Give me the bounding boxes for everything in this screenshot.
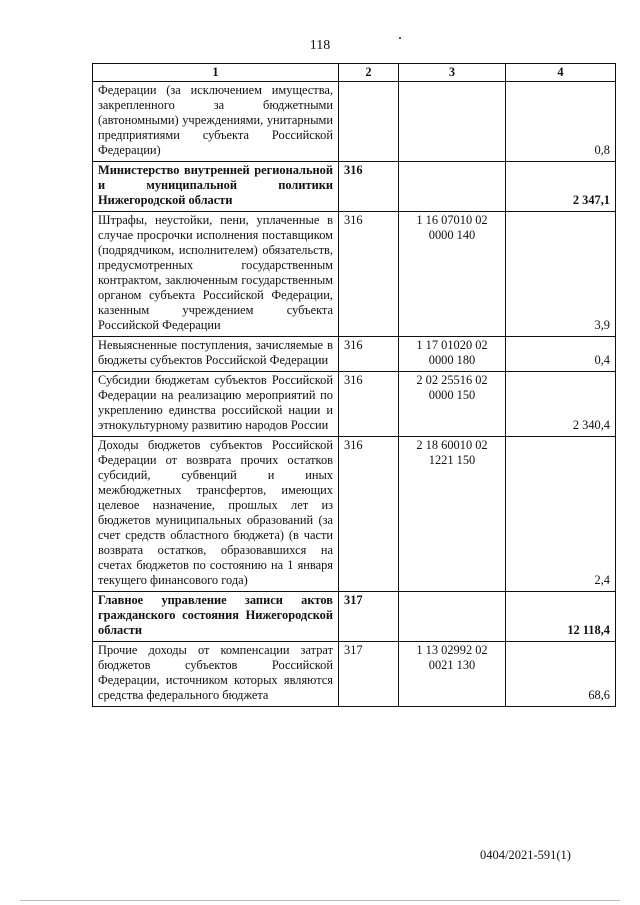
amount-cell: 68,6 [506, 642, 616, 707]
document-reference: 0404/2021-591(1) [480, 848, 571, 862]
code-cell: 316 [339, 212, 399, 337]
amount-cell: 0,4 [506, 337, 616, 372]
classification-code-cell [399, 592, 506, 642]
classification-code-cell [399, 162, 506, 212]
code-cell [339, 82, 399, 162]
code-cell: 317 [339, 642, 399, 707]
classification-code-cell: 1 17 01020 02 0000 180 [399, 337, 506, 372]
classification-code-cell: 1 13 02992 02 0021 130 [399, 642, 506, 707]
table-row [93, 642, 616, 707]
table-row [93, 437, 616, 592]
classification-code-cell: 2 02 25516 02 0000 150 [399, 372, 506, 437]
classification-code-cell: 2 18 60010 02 1221 150 [399, 437, 506, 592]
page-number: 118 [309, 38, 331, 53]
column-header: 2 [339, 64, 399, 82]
description-cell: Министерство внутренней региональной и муниципальной политики Нижегородской области [93, 162, 339, 212]
description-cell: Федерации (за исключением имущества, закрепленного за бюджетными (автономными) учреждениями, унитарными предприятиями субъекта Российской Федерации) [93, 82, 339, 162]
description-cell: Субсидии бюджетам субъектов Российской Федерации на реализацию мероприятий по укреплению единства российской нации и этнокультурному развитию народов России [93, 372, 339, 437]
table-row [93, 337, 616, 372]
description-cell: Доходы бюджетов субъектов Российской Федерации от возврата прочих остатков субсидий, субвенций и иных межбюджетных трансфертов, имеющих целевое назначение, прошлых лет из бюджетов муниципальных образований (за счет средств областного бюджета) (в части возврата остатков, образовавшихся на счетах бюджетов по состоянию на 1 января текущего финансового года) [93, 437, 339, 592]
column-header: 4 [506, 64, 616, 82]
amount-cell: 2 340,4 [506, 372, 616, 437]
amount-cell: 2 347,1 [506, 162, 616, 212]
description-cell: Главное управление записи актов гражданского состояния Нижегородской области [93, 592, 339, 642]
description-cell: Прочие доходы от компенсации затрат бюджетов субъектов Российской Федерации, источником которых являются средства федерального бюджета [93, 642, 339, 707]
revenue-table [92, 63, 616, 707]
table-header-row [93, 64, 616, 82]
code-cell: 316 [339, 337, 399, 372]
amount-cell: 2,4 [506, 437, 616, 592]
classification-code-cell [399, 82, 506, 162]
code-cell: 316 [339, 437, 399, 592]
column-header: 3 [399, 64, 506, 82]
scan-edge-line [20, 900, 620, 901]
table-row [93, 372, 616, 437]
classification-code-cell: 1 16 07010 02 0000 140 [399, 212, 506, 337]
code-cell: 316 [339, 372, 399, 437]
code-cell: 317 [339, 592, 399, 642]
table-row [93, 212, 616, 337]
table-row [93, 162, 616, 212]
table-row [93, 82, 616, 162]
amount-cell: 12 118,4 [506, 592, 616, 642]
amount-cell: 0,8 [506, 82, 616, 162]
column-header: 1 [93, 64, 339, 82]
amount-cell: 3,9 [506, 212, 616, 337]
description-cell: Невыясненные поступления, зачисляемые в бюджеты субъектов Российской Федерации [93, 337, 339, 372]
description-cell: Штрафы, неустойки, пени, уплаченные в случае просрочки исполнения поставщиком (подрядчиком, исполнителем) обязательств, предусмотренных государственным контрактом, заключенным государственным органом субъекта Российской Федерации, казенным учреждением субъекта Российской Федерации [93, 212, 339, 337]
code-cell: 316 [339, 162, 399, 212]
table-row [93, 592, 616, 642]
speck [399, 37, 401, 39]
